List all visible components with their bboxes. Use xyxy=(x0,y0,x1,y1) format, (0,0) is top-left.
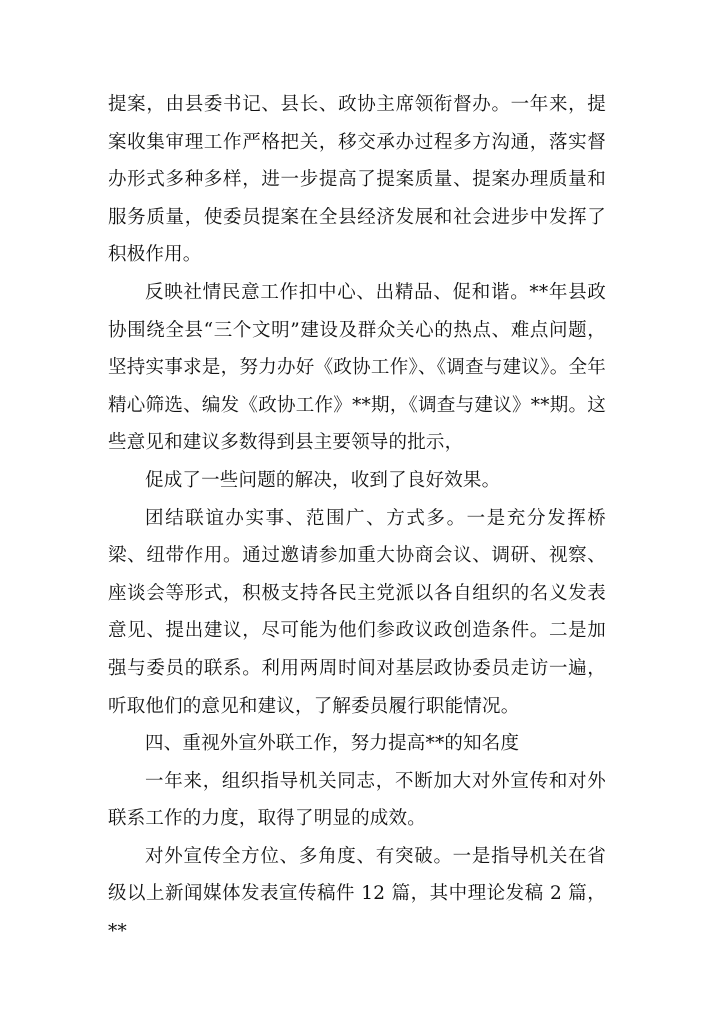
paragraph-1: 提案，由县委书记、县长、政协主席领衔督办。一年来，提案收集审理工作严格把关，移交承办过程多方沟通，落实督办形式多种多样，进一步提高了提案质量、提案办理质量和服务质量，使委员提案在全县经济发展和社会进步中发挥了积极作用。 xyxy=(108,94,606,266)
paragraph-2: 反映社情民意工作扣中心、出精品、促和谐。**年县政协围绕全县“三个文明”建设及群众关心的热点、难点问题，坚持实事求是，努力办好《政协工作》、《调查与建议》。全年精心筛选、编发《政协工作》**期，《调查与建议》**期。这些意见和建议多数得到县主要领导的批示， xyxy=(108,281,606,454)
paragraph-3: 促成了一些问题的解决，收到了良好效果。 xyxy=(145,469,501,491)
section-heading: 四、重视外宣外联工作，努力提高**的知名度 xyxy=(145,733,520,755)
paragraph-4: 团结联谊办实事、范围广、方式多。一是充分发挥桥梁、纽带作用。通过邀请参加重大协商会议、调研、视察、座谈会等形式，积极支持各民主党派以各自组织的名义发表意见、提出建议，尽可能为他们参政议政创造条件。二是加强与委员的联系。利用两周时间对基层政协委员走访一遍，听取他们的意见和建议，了解委员履行职能情况。 xyxy=(108,507,606,717)
paragraph-6: 对外宣传全方位、多角度、有突破。一是指导机关在省级以上新闻媒体发表宣传稿件 12 篇，其中理论发稿 2 篇，** xyxy=(108,845,606,943)
document-body xyxy=(108,86,606,951)
paragraph-5: 一年来，组织指导机关同志，不断加大对外宣传和对外联系工作的力度，取得了明显的成效。 xyxy=(108,770,606,830)
